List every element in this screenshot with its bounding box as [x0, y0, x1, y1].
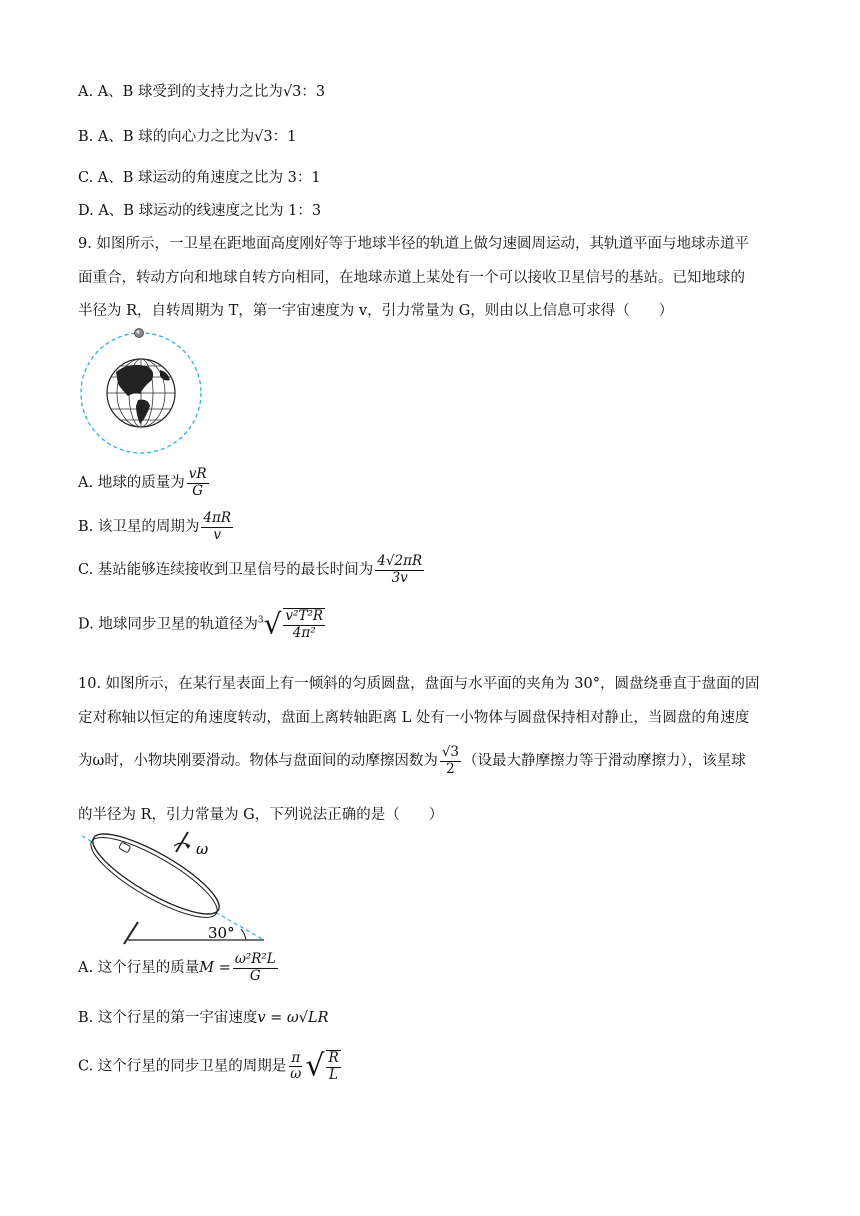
- option-text: B. 该卫星的周期为: [78, 519, 200, 536]
- earth-globe-icon: [107, 359, 175, 427]
- q8-option-a: [78, 80, 325, 101]
- denominator: 3v: [391, 569, 408, 586]
- numerator: 4πR: [203, 510, 232, 526]
- denominator: L: [329, 1066, 338, 1083]
- q8-option-b: [78, 125, 296, 146]
- q10-stem-line-3: [78, 745, 746, 777]
- q10-option-b: [78, 1006, 329, 1027]
- ratio-suffix: ：3: [301, 84, 326, 100]
- q8-option-c: C. A、B 球运动的角速度之比为 3：1: [78, 170, 321, 186]
- radical-sign: √: [305, 1048, 325, 1084]
- angle-label: 30°: [208, 924, 235, 942]
- denominator: 4π²: [292, 624, 316, 641]
- equation-lhs: M =: [199, 960, 231, 977]
- q9-stem-line-1: 9. 如图所示，一卫星在距地面高度刚好等于地球半径的轨道上做匀速圆周运动，其轨道平面与地球赤道平: [78, 236, 749, 252]
- earth-satellite-figure: [76, 326, 208, 454]
- radical-sign: √: [263, 607, 282, 641]
- q10-option-a: [78, 952, 280, 984]
- option-text: A. A、B 球受到的支持力之比为: [78, 84, 283, 100]
- numerator: ω²R²L: [234, 951, 276, 967]
- denominator: 2: [446, 760, 455, 777]
- axis-lower: [124, 922, 138, 944]
- q10-stem-line-1: 10. 如图所示，在某行星表面上有一倾斜的匀质圆盘，盘面与水平面的夹角为 30°，圆盘绕垂直于盘面的固: [78, 676, 760, 692]
- fraction: [288, 1051, 303, 1083]
- fraction: [375, 554, 424, 586]
- denominator: v: [213, 526, 222, 543]
- stem-text: 为ω时，小物块刚要滑动。物体与盘面间的动摩擦因数为: [78, 753, 438, 770]
- sqrt-expression: √3: [282, 84, 302, 100]
- q9-option-a: [78, 467, 211, 499]
- option-text: D. 地球同步卫星的轨道径为: [78, 616, 258, 633]
- satellite-icon: [135, 329, 144, 338]
- friction-coefficient-fraction: [440, 745, 461, 777]
- numerator: v²T²R: [285, 608, 324, 624]
- root-index: 3: [257, 615, 264, 626]
- q9-stem-line-2: 面重合，转动方向和地球自转方向相同，在地球赤道上某处有一个可以接收卫星信号的基站。已知地球的: [78, 270, 745, 286]
- numerator: 4√2πR: [377, 553, 423, 569]
- option-text: B. A、B 球的向心力之比为: [78, 129, 255, 145]
- fraction: [187, 467, 209, 499]
- q9-option-c: [78, 554, 426, 586]
- fraction: [201, 511, 233, 543]
- option-text: C. 这个行星的同步卫星的周期是: [78, 1058, 287, 1075]
- q10-option-c: [78, 1050, 343, 1083]
- omega-label: ω: [196, 840, 209, 858]
- numerator: vR: [188, 466, 207, 482]
- option-text: A. 这个行星的质量: [78, 960, 200, 977]
- sqrt-expression: √3: [254, 129, 273, 145]
- denominator: G: [192, 482, 203, 499]
- ratio-suffix: ：1: [272, 129, 297, 145]
- fraction: [283, 608, 325, 641]
- velocity-expression: v = ω√LR: [257, 1010, 329, 1026]
- option-text: B. 这个行星的第一宇宙速度: [78, 1010, 258, 1026]
- option-text: A. 地球的质量为: [78, 475, 185, 492]
- fraction: [233, 952, 278, 984]
- q10-stem-line-4: 的半径为 R，引力常量为 G，下列说法正确的是（ ）: [78, 807, 444, 823]
- q9-stem-line-3: 半径为 R，自转周期为 T，第一宇宙速度为 v，引力常量为 G，则由以上信息可求得（ ）: [78, 303, 674, 319]
- numerator: π: [291, 1049, 301, 1066]
- angle-arc: [241, 929, 246, 940]
- stem-text: （设最大静摩擦力等于滑动摩擦力），该星球: [463, 753, 746, 770]
- q9-option-d: [78, 608, 327, 641]
- axis-upper: [176, 832, 188, 852]
- q9-option-b: [78, 511, 235, 543]
- q8-option-d: D. A、B 球运动的线速度之比为 1：3: [78, 203, 322, 219]
- numerator: R: [328, 1050, 339, 1066]
- inclined-disc-figure: [78, 830, 268, 946]
- numerator: √3: [441, 744, 460, 760]
- denominator: ω: [290, 1066, 302, 1083]
- denominator: G: [249, 967, 261, 984]
- q10-stem-line-2: 定对称轴以恒定的角速度转动，盘面上离转轴距离 L 处有一小物体与圆盘保持相对静止，当圆盘的角速度: [78, 710, 750, 726]
- option-text: C. 基站能够连续接收到卫星信号的最长时间为: [78, 562, 374, 579]
- fraction: [326, 1050, 340, 1083]
